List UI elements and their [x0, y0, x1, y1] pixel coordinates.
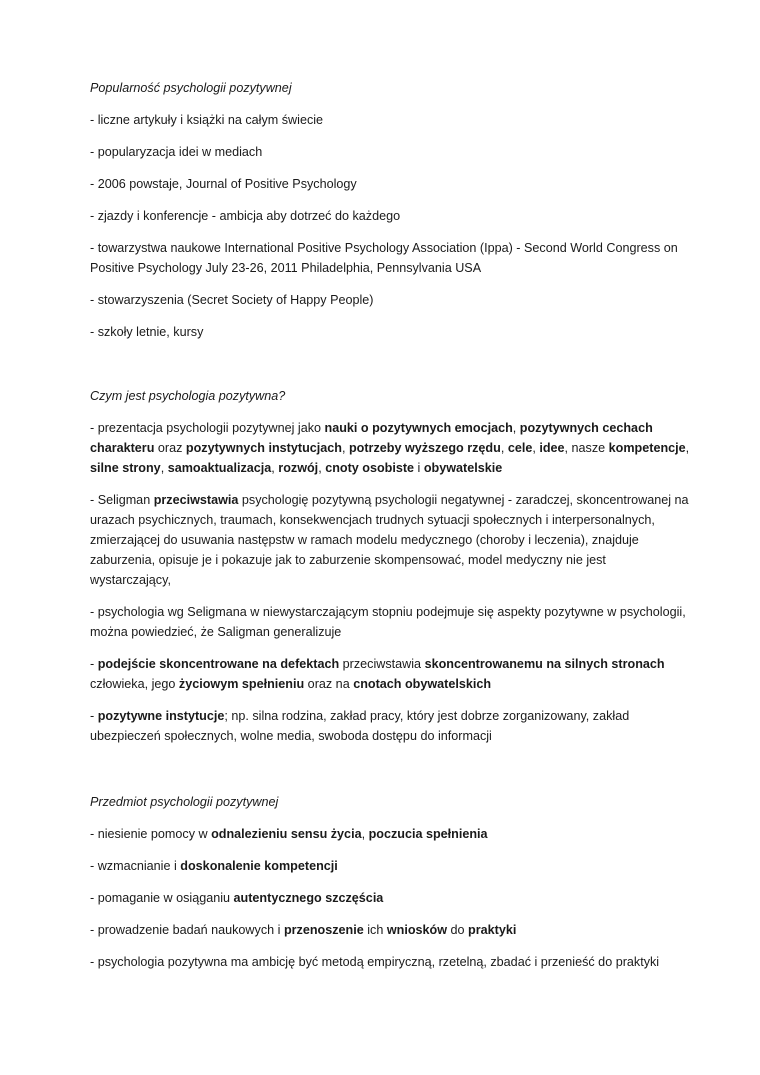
text-run: - Seligman	[90, 493, 154, 507]
paragraph	[90, 238, 690, 278]
bold-text: skoncentrowanemu na silnych stronach	[424, 657, 665, 671]
bold-text: poczucia spełnienia	[368, 827, 488, 841]
bold-text: idee	[539, 441, 565, 455]
bold-text: nauki o pozytywnych emocjach	[324, 421, 513, 435]
paragraph	[90, 290, 690, 310]
bold-text: praktyki	[468, 923, 517, 937]
paragraph	[90, 418, 690, 478]
text-run: ,	[361, 827, 369, 841]
section-heading: Popularność psychologii pozytywnej	[90, 81, 292, 95]
text-run: - prezentacja psychologii pozytywnej jako	[90, 421, 325, 435]
bold-text: cele	[507, 441, 533, 455]
text-run: ,	[512, 421, 520, 435]
text-run: ,	[271, 461, 279, 475]
bold-text: odnalezieniu sensu życia	[211, 827, 362, 841]
paragraph	[90, 888, 690, 908]
bold-text: podejście skoncentrowane na defektach	[97, 657, 340, 671]
bold-text: obywatelskie	[423, 461, 503, 475]
paragraph	[90, 920, 690, 940]
bold-text: pozytywnych cechach charakteru	[90, 421, 653, 455]
paragraph	[90, 110, 690, 130]
paragraph	[90, 856, 690, 876]
text-run: ,	[500, 441, 508, 455]
bold-text: cnotach obywatelskich	[353, 677, 492, 691]
text-run: - szkoły letnie, kursy	[90, 325, 204, 339]
text-run: - 2006 powstaje, Journal of Positive Psychology	[90, 177, 357, 191]
text-run: i	[414, 461, 424, 475]
text-run: - niesienie pomocy w	[90, 827, 212, 841]
text-run: ,	[341, 441, 349, 455]
text-run: - stowarzyszenia (Secret Society of Happy People)	[90, 293, 374, 307]
bold-text: silne strony	[90, 461, 161, 475]
paragraph	[90, 322, 690, 342]
section-heading: Przedmiot psychologii pozytywnej	[90, 795, 279, 809]
text-run: psychologię pozytywną psychologii negatywnej - zaradczej, skoncentrowanej na urazach psychicznych, traumach, konsekwencjach trudnych sytuacji społecznych i interpersonalnych, zmierzającej do usuwania następstw w ramach modelu medycznego (choroby i leczenia), znajduje zaburzenia, opisuje je i pokazuje jak to zaburzenie skompensować, model medyczny nie jest wystarczający,	[90, 493, 689, 587]
paragraph	[90, 174, 690, 194]
text-run: - towarzystwa naukowe International Positive Psychology Association (Ippa) - Second World Congress on Positive Psychology July 23-26, 2011 Philadelphia, Pennsylvania USA	[90, 241, 678, 275]
text-run: - zjazdy i konferencje - ambicja aby dotrzeć do każdego	[90, 209, 401, 223]
bold-text: potrzeby wyższego rzędu	[348, 441, 501, 455]
section-heading: Czym jest psychologia pozytywna?	[90, 389, 286, 403]
bold-text: pozytywnych instytucjach	[185, 441, 342, 455]
paragraph	[90, 490, 690, 590]
bold-text: przenoszenie	[283, 923, 364, 937]
bold-text: doskonalenie kompetencji	[180, 859, 338, 873]
text-run: do	[447, 923, 469, 937]
text-run: - popularyzacja idei w mediach	[90, 145, 263, 159]
paragraph	[90, 206, 690, 226]
bold-text: przeciwstawia	[153, 493, 239, 507]
text-run: , nasze	[564, 441, 609, 455]
text-run: - psychologia wg Seligmana w niewystarczającym stopniu podejmuje się aspekty pozytywne w psychologii, można powiedzieć, że Saligman generalizuje	[90, 605, 686, 639]
paragraph	[90, 824, 690, 844]
paragraph	[90, 142, 690, 162]
bold-text: samoaktualizacja	[167, 461, 272, 475]
text-run: ,	[160, 461, 168, 475]
bold-text: kompetencje	[608, 441, 686, 455]
text-run: ; np. silna rodzina, zakład pracy, który jest dobrze zorganizowany, zakład ubezpieczeń społecznych, wolne media, swoboda dostępu do informacji	[90, 709, 630, 743]
paragraph	[90, 602, 690, 642]
bold-text: życiowym spełnieniu	[178, 677, 305, 691]
text-run: ich	[363, 923, 387, 937]
text-run: człowieka, jego	[90, 677, 179, 691]
paragraph	[90, 706, 690, 746]
text-run: - liczne artykuły i książki na całym świecie	[90, 113, 324, 127]
text-run: - psychologia pozytywna ma ambicję być metodą empiryczną, rzetelną, zbadać i przenieść do praktyki	[90, 955, 660, 969]
paragraph	[90, 654, 690, 694]
document-body	[90, 78, 690, 984]
text-run: ,	[318, 461, 326, 475]
text-run: oraz	[154, 441, 186, 455]
text-run: -	[90, 709, 98, 723]
paragraph	[90, 952, 690, 972]
bold-text: autentycznego szczęścia	[233, 891, 384, 905]
text-run: ,	[532, 441, 540, 455]
text-run: - wzmacnianie i	[90, 859, 181, 873]
text-run: przeciwstawia	[339, 657, 425, 671]
bold-text: rozwój	[278, 461, 319, 475]
text-run: -	[90, 657, 98, 671]
text-run: ,	[685, 441, 690, 455]
bold-text: wniosków	[386, 923, 448, 937]
text-run: oraz na	[304, 677, 354, 691]
bold-text: pozytywne instytucje	[97, 709, 225, 723]
bold-text: cnoty osobiste	[325, 461, 415, 475]
text-run: - prowadzenie badań naukowych i	[90, 923, 284, 937]
text-run: - pomaganie w osiąganiu	[90, 891, 234, 905]
